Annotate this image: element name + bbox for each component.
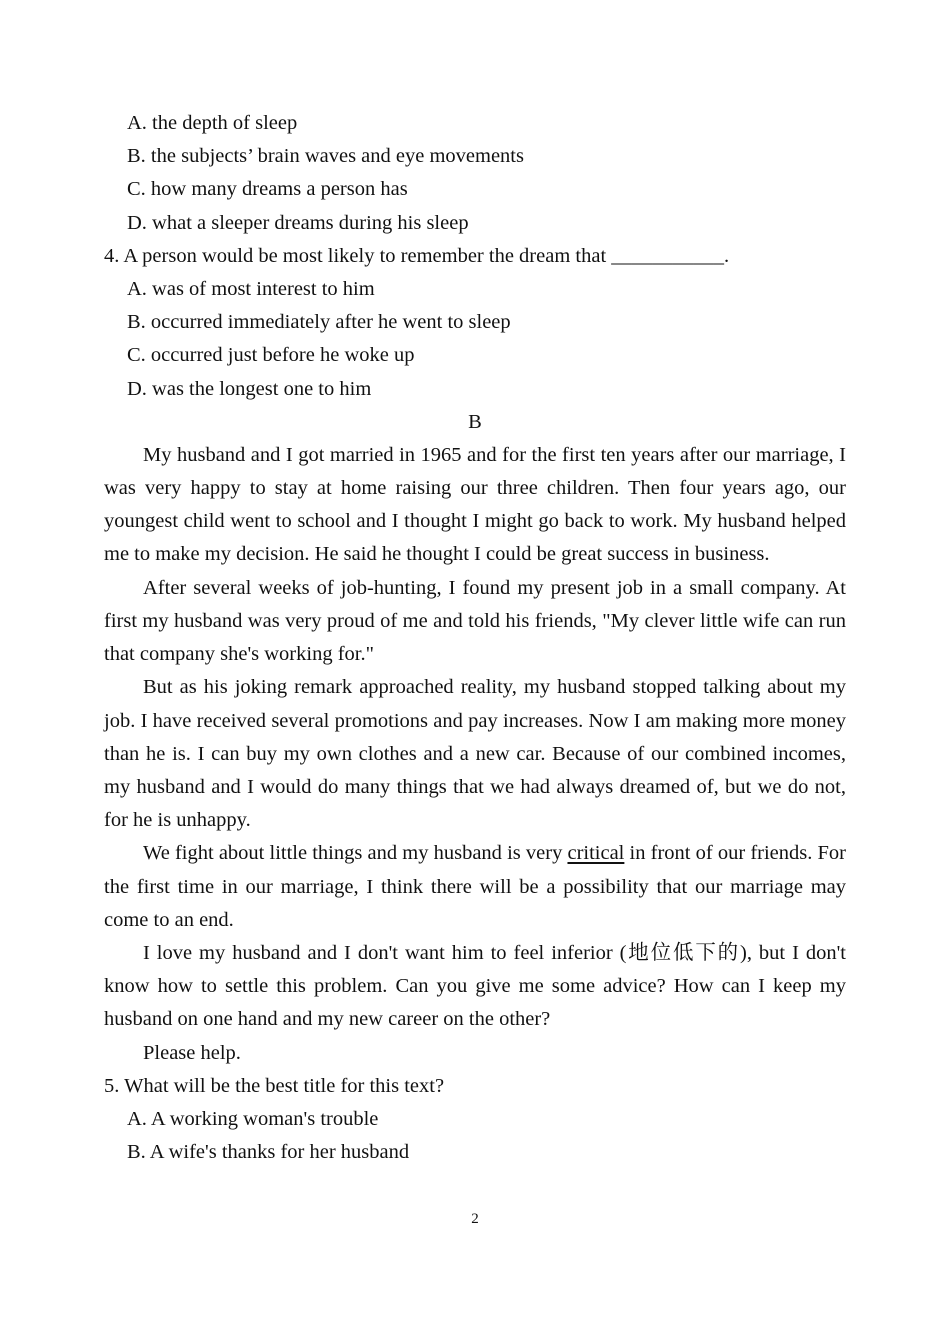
q3-option-a: A. the depth of sleep [127, 112, 298, 134]
q4-option-a: A. was of most interest to him [127, 277, 375, 300]
passage-paragraph-1: My husband and I got married in 1965 and for the first ten years after our marriage, I was very happy to stay at home raising our three children. Then four years ago, our youngest child went to school and I thought I might go back to work. My husband helped me to make my decision. He said he thought I could be great success in business. [104, 443, 846, 566]
page-content [104, 107, 846, 1169]
q5-option-a: A. A working woman's trouble [127, 1107, 379, 1130]
section-label: B [468, 410, 482, 433]
q4-option-b: B. occurred immediately after he went to sleep [127, 311, 511, 334]
q3-option-c: C. how many dreams a person has [127, 178, 408, 201]
q4-option-d: D. was the longest one to him [127, 377, 372, 400]
passage-paragraph-6: Please help. [143, 1041, 241, 1064]
paragraph-4-end: in front of our friends. For the first time in our marriage, I think there will be a possibility that our marriage may come to an end. [104, 842, 846, 931]
page-number: 2 [471, 1211, 479, 1227]
q4-question: 4. A person would be most likely to remember the dream that ___________. [104, 244, 730, 267]
paragraph-4-start: We fight about little things and my husband is very [143, 842, 568, 865]
q4-option-c: C. occurred just before he woke up [127, 344, 415, 367]
passage-paragraph-3: But as his joking remark approached reality, my husband stopped talking about my job. I have received several promotions and pay increases. Now I am making more money than he is. I can buy my own clothes and a new car. Because of our combined incomes, my husband and I would do many things that we had always dreamed of, but we do not, for he is unhappy. [104, 676, 846, 832]
passage-paragraph-2: After several weeks of job-hunting, I found my present job in a small company. At first my husband was very proud of me and told his friends, "My clever little wife can run that company she's working for." [104, 576, 846, 666]
q3-option-b: B. the subjects’ brain waves and eye movements [127, 145, 524, 168]
passage-paragraph-5: I love my husband and I don't want him to feel inferior (地位低下的), but I don't know how to settle this problem. Can you give me some advice? How can I keep my husband on one hand and my new career on the other? [104, 941, 846, 1031]
underlined-word-critical: critical [567, 842, 625, 865]
q3-option-d: D. what a sleeper dreams during his sleep [127, 211, 469, 234]
passage-paragraph-4 [104, 837, 846, 937]
q5-question: 5. What will be the best title for this text? [104, 1074, 445, 1097]
q5-option-b: B. A wife's thanks for her husband [127, 1141, 410, 1164]
